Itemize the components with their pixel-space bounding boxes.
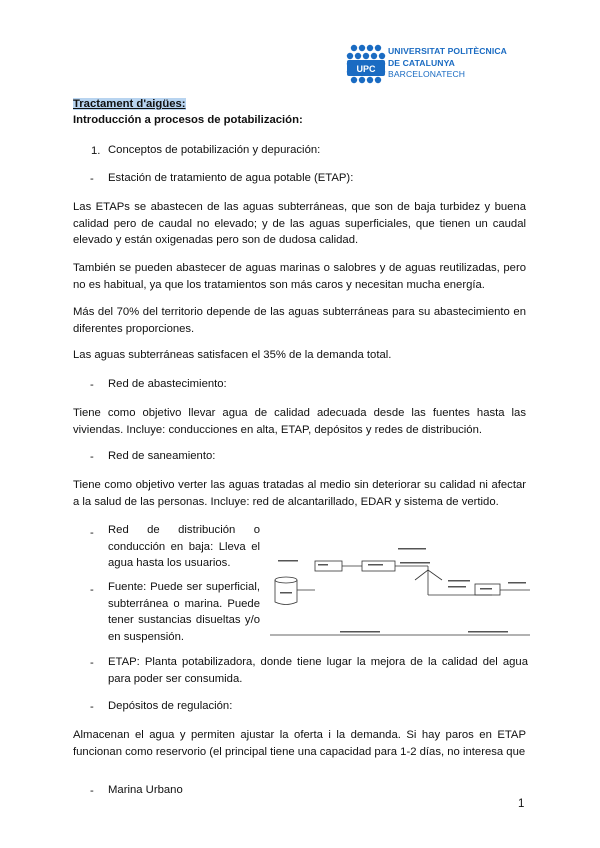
bullet-dash: -	[90, 785, 94, 797]
bullet-dash: -	[90, 379, 94, 391]
paragraph-abastecimiento: Tiene como objetivo llevar agua de calidad adecuada desde las fuentes hasta las viviendas. Incluye: conducciones en alta, ETAP, depósitos y redes de distribución.	[73, 407, 526, 436]
bullet-dash: -	[90, 451, 94, 463]
paragraph-territory: Más del 70% del territorio depende de las aguas subterráneas para su abastecimiento en diferentes proporciones.	[73, 306, 526, 335]
paragraph-demand: Las aguas subterráneas satisfacen el 35% de la demanda total.	[73, 349, 392, 361]
list-item-marina-urbano: Marina Urbano	[108, 784, 183, 796]
bullet-dash: -	[90, 527, 94, 539]
list-item-etap: Estación de tratamiento de agua potable (ETAP):	[108, 172, 354, 184]
university-line2: DE CATALUNYA	[388, 57, 455, 68]
list-item-conceptos: Conceptos de potabilización y depuración:	[108, 144, 321, 156]
paragraph-etap-sources: Las ETAPs se abastecen de las aguas subterráneas, que son de baja turbidez y buena calidad pero de caudal no elevado; y de las aguas superficiales, que tienen un caudal elevado y están oxigenadas pero son de dudosa calidad.	[73, 201, 526, 246]
paragraph-marine-sources: También se pueden abastecer de aguas marinas o salobres y de aguas reutilizadas, pero no es habitual, ya que los tratamientos son más caros y necesitan mucha energía.	[73, 262, 526, 291]
water-supply-diagram	[270, 540, 530, 640]
list-item-saneamiento: Red de saneamiento:	[108, 450, 216, 462]
university-name	[388, 46, 507, 81]
university-line3: BARCELONATECH	[388, 69, 466, 79]
logo-abbr: UPC	[356, 64, 376, 74]
paragraph-depositos: Almacenan el agua y permiten ajustar la oferta i la demanda. Si hay paros en ETAP funcionan como reservorio (el principal tiene una capacidad para 1-2 días, no interesa que	[73, 729, 526, 758]
paragraph-saneamiento: Tiene como objetivo verter las aguas tratadas al medio sin deteriorar su calidad ni afectar a la salud de las personas. Incluye: red de alcantarillado, EDAR y sistema de vertido.	[73, 479, 526, 508]
list-item-abastecimiento: Red de abastecimiento:	[108, 378, 227, 390]
page-number: 1	[518, 798, 525, 810]
list-item-fuente: Fuente: Puede ser superficial, subterránea o marina. Puede tener sustancias disueltas y/o en suspensión.	[108, 581, 260, 643]
bullet-dash: -	[90, 701, 94, 713]
bullet-dash: -	[90, 657, 94, 669]
list-item-etap-definition: ETAP: Planta potabilizadora, donde tiene lugar la mejora de la calidad del agua para poder ser consumida.	[108, 656, 528, 685]
list-item-depositos: Depósitos de regulación:	[108, 700, 233, 712]
bullet-dash: -	[90, 173, 94, 185]
document-subheading: Introducción a procesos de potabilización:	[73, 114, 303, 126]
list-number: 1.	[91, 145, 101, 157]
bullet-dash: -	[90, 584, 94, 596]
document-heading: Tractament d'aigües:	[73, 98, 186, 110]
list-item-red-distribucion: Red de distribución o conducción en baja: Lleva el agua hasta los usuarios.	[108, 524, 260, 569]
university-line1: UNIVERSITAT POLITÈCNICA	[388, 46, 507, 56]
